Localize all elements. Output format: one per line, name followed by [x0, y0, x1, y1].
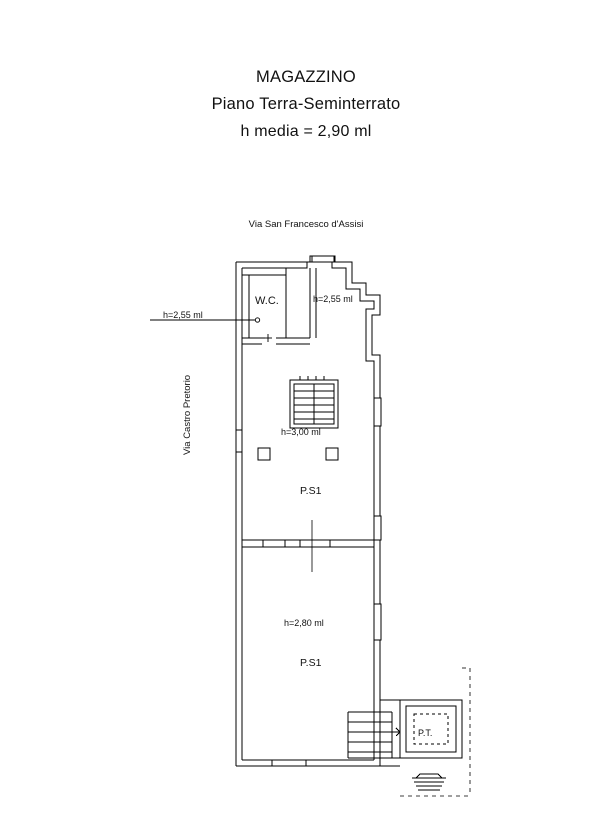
- annotation-entry-room: P.T.: [418, 728, 433, 738]
- annotation-wc-room: W.C.: [255, 295, 279, 307]
- annotation-room-lower: P.S1: [300, 657, 322, 669]
- annotation-height-left: h=2,55 ml: [163, 310, 203, 320]
- annotation-room-upper: P.S1: [300, 485, 322, 497]
- street-label-left: Via Castro Pretorio: [182, 374, 193, 455]
- annotation-height-corridor: h=2,55 ml: [313, 294, 353, 304]
- title-line-3: h media = 2,90 ml: [240, 123, 372, 140]
- annotation-height-stair-room: h=3,00 ml: [281, 427, 321, 437]
- title-line-1: MAGAZZINO: [256, 68, 356, 86]
- street-label-top: Via San Francesco d'Assisi: [248, 219, 364, 230]
- annotation-height-lower: h=2,80 ml: [284, 618, 324, 628]
- title-line-2: Piano Terra-Seminterrato: [211, 95, 401, 113]
